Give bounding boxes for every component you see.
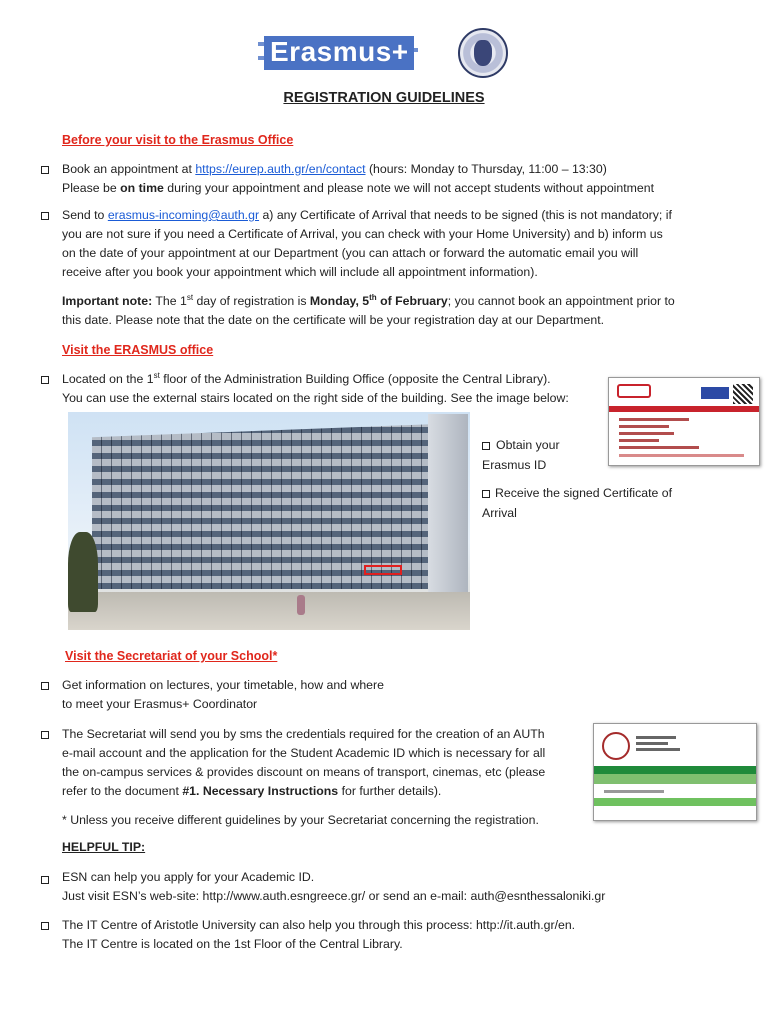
text-line: this date. Please note that the date on the certificate will be your registration day at our Department. bbox=[62, 313, 605, 327]
item-on-time: Please be on time during your appointment and please note we will not accept students without appointment bbox=[62, 181, 654, 195]
text-line: you are not sure if you need a Certificate of Arrival, you can check with your Home University) and b) inform us bbox=[62, 227, 663, 241]
checkbox-icon bbox=[41, 682, 49, 690]
important-note: Important note: The 1st day of registration is Monday, 5th of February; you cannot book an appointment prior to bbox=[62, 292, 675, 308]
checkbox-icon bbox=[41, 876, 49, 884]
section-heading-erasmus-office: Visit the ERASMUS office bbox=[62, 343, 214, 357]
section-heading-before-visit: Before your visit to the Erasmus Office bbox=[62, 133, 294, 147]
item-secretariat-sms: The Secretariat will send you by sms the credentials required for the creation of an AUTh bbox=[62, 727, 545, 741]
text-line: to meet your Erasmus+ Coordinator bbox=[62, 697, 258, 711]
text-line: e-mail account and the application for the Student Academic ID which is necessary for all bbox=[62, 746, 546, 760]
text-line: The IT Centre is located on the 1st Floor of the Central Library. bbox=[62, 937, 403, 951]
text-line: receive after you book your appointment which will include all appointment information). bbox=[62, 265, 538, 279]
text-line: Erasmus ID bbox=[482, 458, 547, 472]
checkbox-icon bbox=[41, 922, 49, 930]
text-line: the on-campus services & provides discount on means of transport, cinemas, etc (please bbox=[62, 765, 546, 779]
checkbox-icon bbox=[41, 212, 49, 220]
item-obtain-id: Obtain your bbox=[496, 438, 560, 452]
academic-id-card-image bbox=[593, 723, 757, 821]
helpful-tip-heading: HELPFUL TIP: bbox=[62, 840, 146, 854]
item-send-email: Send to erasmus-incoming@auth.gr a) any Certificate of Arrival that needs to be signed (this is not mandatory; if bbox=[62, 208, 672, 222]
item-book-appointment: Book an appointment at https://eurep.auth.gr/en/contact (hours: Monday to Thursday, 11:00 – 13:30) bbox=[62, 162, 607, 176]
item-receive-certificate: Receive the signed Certificate of bbox=[495, 486, 673, 500]
text-line: Just visit ESN’s web-site: http://www.auth.esngreece.gr/ or send an e-mail: auth@esnthessaloniki.gr bbox=[62, 889, 606, 903]
checkbox-icon bbox=[41, 166, 49, 174]
checkbox-icon bbox=[482, 442, 490, 450]
university-seal-icon bbox=[458, 28, 508, 78]
checkbox-icon bbox=[482, 490, 490, 498]
checkbox-icon bbox=[41, 731, 49, 739]
section-heading-secretariat: Visit the Secretariat of your School* bbox=[65, 649, 278, 663]
contact-link[interactable]: https://eurep.auth.gr/en/contact bbox=[195, 162, 366, 176]
checkbox-icon bbox=[41, 376, 49, 384]
erasmus-id-card-image bbox=[608, 377, 760, 466]
item-get-information: Get information on lectures, your timetable, how and where bbox=[62, 678, 384, 692]
footnote: * Unless you receive different guidelines by your Secretariat concerning the registration. bbox=[62, 813, 539, 827]
text-line: Arrival bbox=[482, 506, 517, 520]
administration-building-photo bbox=[68, 412, 470, 630]
email-link[interactable]: erasmus-incoming@auth.gr bbox=[107, 208, 260, 222]
erasmus-plus-logo: Erasmus+ bbox=[258, 30, 418, 76]
page-title: REGISTRATION GUIDELINES bbox=[283, 90, 485, 106]
text-line: refer to the document #1. Necessary Instructions for further details). bbox=[62, 784, 442, 798]
item-location: Located on the 1st floor of the Administration Building Office (opposite the Central Library). bbox=[62, 370, 551, 386]
item-it-centre: The IT Centre of Aristotle University can also help you through this process: http://it.auth.gr/en. bbox=[62, 918, 576, 932]
text-line: on the date of your appointment at our Department (you can attach or forward the automatic email you will bbox=[62, 246, 639, 260]
text-line: You can use the external stairs located on the right side of the building. See the image below: bbox=[62, 391, 569, 405]
item-esn-help: ESN can help you apply for your Academic ID. bbox=[62, 870, 315, 884]
